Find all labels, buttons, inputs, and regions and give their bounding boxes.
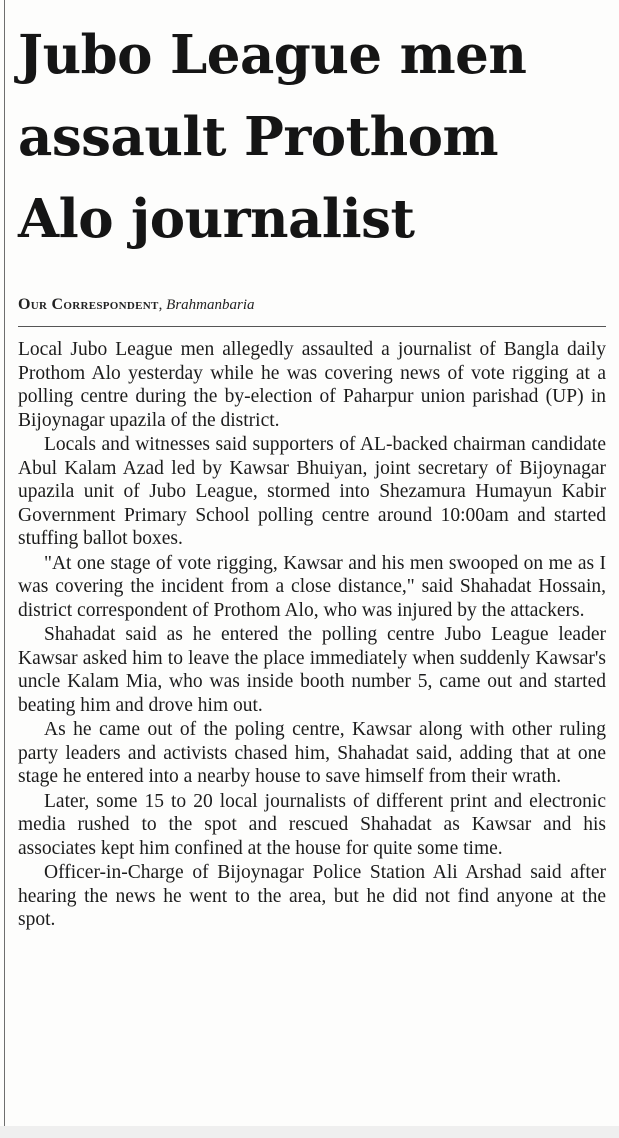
paragraph: Local Jubo League men allegedly assaulted a journalist of Bangla daily Prothom Alo yesterday while he was covering news of vote rigging at a polling centre during the by-election of Paharpur union parishad (UP) in Bijoynagar upazila of the district.: [18, 339, 606, 431]
page-bottom-edge: [0, 1126, 619, 1138]
byline-author: Our Correspondent: [18, 296, 159, 313]
headline-line-2: assault Prothom: [18, 106, 499, 168]
headline: [18, 14, 614, 260]
headline-line-1: Jubo League men: [18, 24, 527, 86]
paragraph: "At one stage of vote rigging, Kawsar and his men swooped on me as I was covering the incident from a close distance," said Shahadat Hossain, district correspondent of Prothom Alo, who was injured by the attackers.: [18, 552, 606, 621]
byline-separator: ,: [158, 297, 167, 313]
paragraph: Officer-in-Charge of Bijoynagar Police Station Ali Arshad said after hearing the news he went to the area, but he did not find anyone at the spot.: [18, 862, 606, 930]
column-divider: [4, 0, 5, 1138]
article-body: [18, 338, 606, 933]
byline-rule: [18, 326, 606, 327]
byline-location: Brahmanbaria: [166, 297, 255, 313]
paragraph: As he came out of the poling centre, Kawsar along with other ruling party leaders and activists chased him, Shahadat said, adding that at one stage he entered into a nearby house to save himself from their wrath.: [18, 719, 606, 787]
paragraph: Locals and witnesses said supporters of AL-backed chairman candidate Abul Kalam Azad led by Kawsar Bhuiyan, joint secretary of Bijoynagar upazila unit of Jubo League, stormed into Shezamura Humayun Kabir Government Primary School polling centre around 10:00am and started stuffing ballot boxes.: [18, 434, 606, 549]
byline: [18, 296, 255, 314]
headline-line-3: Alo journalist: [18, 188, 415, 250]
paragraph: Later, some 15 to 20 local journalists of different print and electronic media rushed to the spot and rescued Shahadat as Kawsar and his associates kept him confined at the house for quite some time.: [18, 790, 606, 859]
paragraph: Shahadat said as he entered the polling centre Jubo League leader Kawsar asked him to leave the place immediately when suddenly Kawsar's uncle Kalam Mia, who was inside booth number 5, came out and started beating him and drove him out.: [18, 624, 606, 716]
